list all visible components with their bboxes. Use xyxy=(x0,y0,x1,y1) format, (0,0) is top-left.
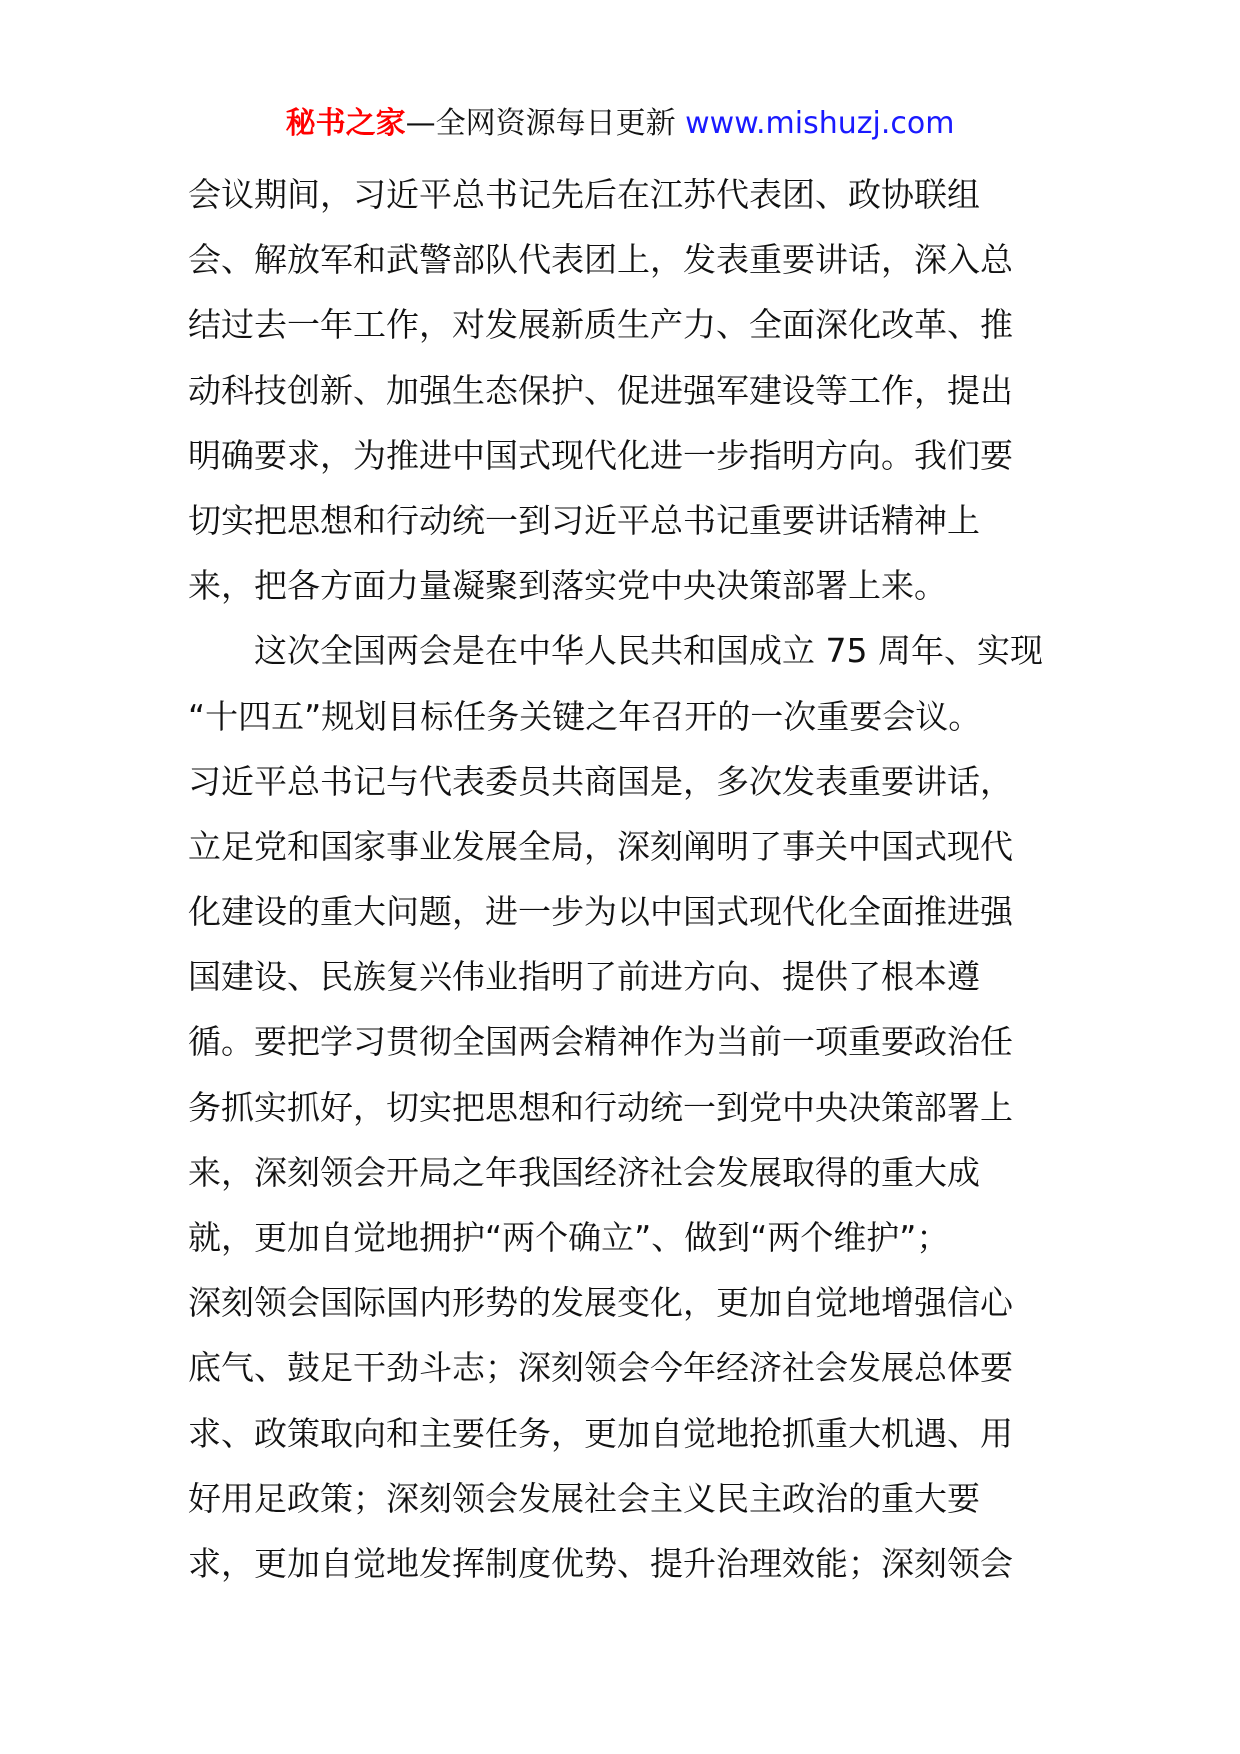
document-body xyxy=(188,162,1068,1596)
header-url-link[interactable]: www.mishuzj.com xyxy=(685,106,955,141)
text-line: 明确要求，为推进中国式现代化进一步指明方向。我们要 xyxy=(188,435,1013,475)
text-line: 会、解放军和武警部队代表团上，发表重要讲话，深入总 xyxy=(188,240,1013,280)
text-line: 来，把各方面力量凝聚到落实党中央决策部署上来。 xyxy=(188,566,947,606)
text-line: 动科技创新、加强生态保护、促进强军建设等工作，提出 xyxy=(188,370,1013,410)
text-line: 立足党和国家事业发展全局，深刻阐明了事关中国式现代 xyxy=(188,826,1013,866)
text-line: 来，深刻领会开局之年我国经济社会发展取得的重大成 xyxy=(188,1152,980,1192)
header-tagline: —全网资源每日更新 xyxy=(405,106,676,141)
paragraph xyxy=(188,162,1068,618)
text-line: 循。要把学习贯彻全国两会精神作为当前一项重要政治任 xyxy=(188,1022,1013,1062)
text-line: “十四五”规划目标任务关键之年召开的一次重要会议。 xyxy=(188,696,982,736)
text-line: 求，更加自觉地发挥制度优势、提升治理效能；深刻领会 xyxy=(188,1543,1013,1583)
paragraph xyxy=(188,618,1068,1596)
text-line: 会议期间，习近平总书记先后在江苏代表团、政协联组 xyxy=(188,175,980,214)
text-line: 化建设的重大问题，进一步为以中国式现代化全面推进强 xyxy=(188,892,1013,932)
page-header xyxy=(0,102,1240,146)
text-line: 就，更加自觉地拥护“两个确立”、做到“两个维护”； xyxy=(188,1218,950,1257)
text-line: 这次全国两会是在中华人民共和国成立 75 周年、实现 xyxy=(254,631,1043,671)
text-line: 深刻领会国际国内形势的发展变化，更加自觉地增强信心 xyxy=(188,1283,1013,1323)
text-line: 习近平总书记与代表委员共商国是，多次发表重要讲话， xyxy=(188,761,1013,801)
header-brand: 秘书之家 xyxy=(285,106,406,141)
text-line: 国建设、民族复兴伟业指明了前进方向、提供了根本遵 xyxy=(188,957,980,997)
text-line: 结过去一年工作，对发展新质生产力、全面深化改革、推 xyxy=(188,305,1013,345)
text-line: 底气、鼓足干劲斗志；深刻领会今年经济社会发展总体要 xyxy=(188,1348,1013,1388)
text-line: 务抓实抓好，切实把思想和行动统一到党中央决策部署上 xyxy=(188,1087,1013,1127)
text-line: 求、政策取向和主要任务，更加自觉地抢抓重大机遇、用 xyxy=(188,1413,1013,1453)
text-line: 好用足政策；深刻领会发展社会主义民主政治的重大要 xyxy=(188,1478,980,1518)
text-line: 切实把思想和行动统一到习近平总书记重要讲话精神上 xyxy=(188,500,980,540)
